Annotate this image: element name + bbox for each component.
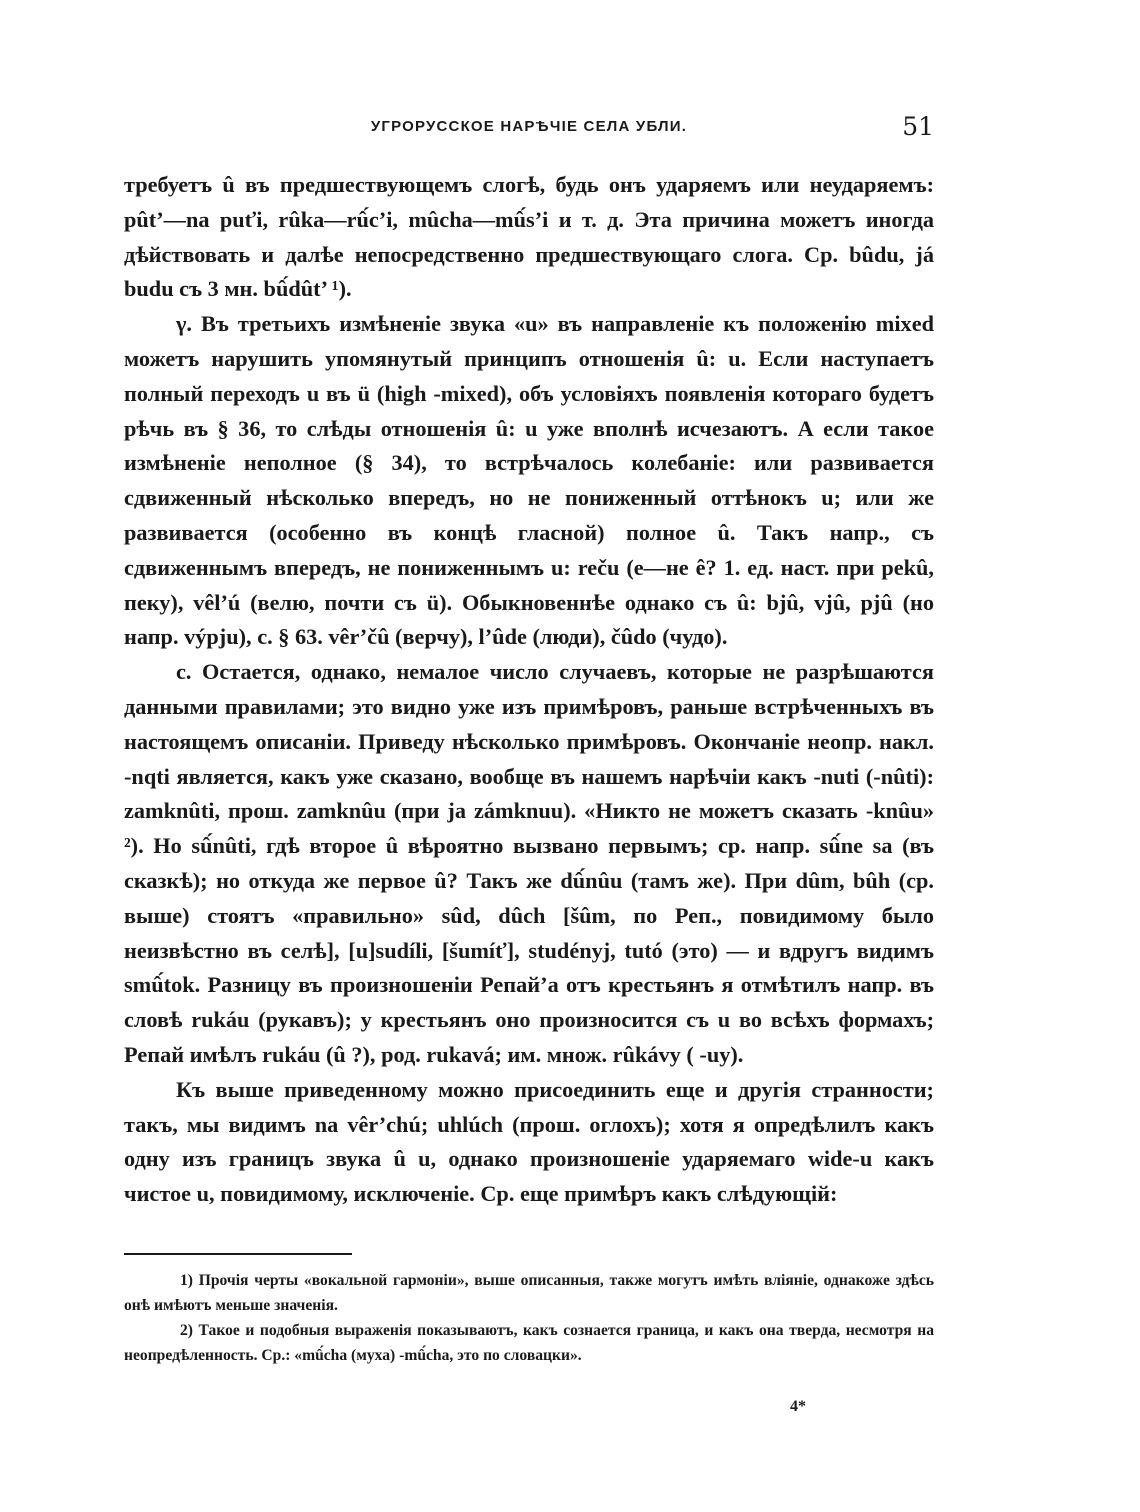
footnote-1: 1) Прочія черты «вокальной гармоніи», выше описанныя, также могутъ имѣть вліяніе, однакоже здѣсь онѣ имѣютъ меньше значенія. — [124, 1272, 934, 1314]
running-title: УГРОРУССКОЕ НАРѢЧІЕ СЕЛА УБЛИ. — [370, 118, 688, 135]
paragraph-c: c. Остается, однако, немалое число случаевъ, которые не разрѣшаются данными правилами; это видно уже изъ примѣровъ, раньше встрѣченныхъ въ настоящемъ описаніи. Приведу нѣсколько примѣровъ. Окончаніе неопр. накл. -nqti является, какъ уже сказано, вообще въ нашемъ нарѣчіи какъ -nuti (-nûti): zamknûti, прош. zamknûu (при ja zámknuu). «Никто не можетъ сказать -knûu» ²). Но sû́nûti, гдѣ второе û вѣроятно вызвано первымъ; ср. напр. sû́ne sa (въ сказкѣ); но откуда же первое û? Такъ же dû́nûu (тамъ же). При dûm, bûh (ср. выше) стоятъ «правильно» sûd, dûch [šûm, по Реп., повидимому было неизвѣстно въ селѣ], [u]sudíli, [šumíť], studényj, tutó (это) — и вдругъ видимъ smû́tok. Разницу въ произношеніи Репай’а отъ крестьянъ я отмѣтилъ напр. въ словѣ rukáu (рукавъ); у крестьянъ оно произносится съ u во всѣхъ формахъ; Репай имѣлъ rukáu (û ?), род. rukavá; им. множ. rûkávy ( -uy). — [124, 659, 934, 1067]
running-header — [124, 112, 934, 142]
paragraph-gamma: γ. Въ третьихъ измѣненіе звука «u» въ направленіе къ положенію mixed можетъ нарушить упомянутый принципъ отношенія û: u. Если наступаетъ полный переходъ u въ ü (high -mixed), объ условіяхъ появленія котораго будетъ рѣчь въ § 36, то слѣды отношенія û: u уже вполнѣ исчезаютъ. А если такое измѣненіе неполное (§ 34), то встрѣчалось колебаніе: или развивается сдвиженный нѣсколько впередъ, но не пониженный оттѣнокъ u; или же развивается (особенно въ концѣ гласной) полное û. Такъ напр., съ сдвиженнымъ впередъ, не пониженнымъ u: reču (e—не ê? 1. ед. наст. при pekû, пеку), vêl’ú (велю, почти съ ü). Обыкновеннѣе однако съ û: bjû, vjû, pjû (но напр. výpju), c. § 63. vêr’čû (верчу), l’ûde (люди), čûdo (чудо). — [124, 311, 934, 650]
signature-mark: 4* — [790, 1398, 806, 1415]
footnote-2: 2) Такое и подобныя выраженія показываютъ, какъ сознается граница, и какъ она тверда, несмотря на неопредѣленность. Ср.: «mû́cha (муха) -mû́cha, это по словацки». — [124, 1322, 934, 1364]
main-text — [124, 168, 934, 1212]
footnotes — [124, 1268, 934, 1368]
footnote-separator — [124, 1253, 352, 1255]
paragraph-strangeness: Къ выше приведенному можно присоединить еще и другія странности; такъ, мы видимъ na vêr’chú; uhlúch (прош. оглохъ); хотя я опредѣлилъ какъ одну изъ границъ звука û u, однако произношеніе ударяемаго wide-u какъ чистое u, повидимому, исключеніе. Ср. еще примѣръ какъ слѣдующій: — [124, 1076, 934, 1207]
paragraph-continuation: требуетъ û въ предшествующемъ слогѣ, будь онъ ударяемъ или неударяемъ: pût’—na puťi, rûka—rû́c’i, mûcha—mû́s’i и т. д. Эта причина можетъ иногда дѣйствовать и далѣе непосредственно предшествующаго слога. Ср. bûdu, já budu съ 3 мн. bû́dût’ ¹). — [124, 172, 934, 302]
page-number: 51 — [902, 112, 934, 141]
